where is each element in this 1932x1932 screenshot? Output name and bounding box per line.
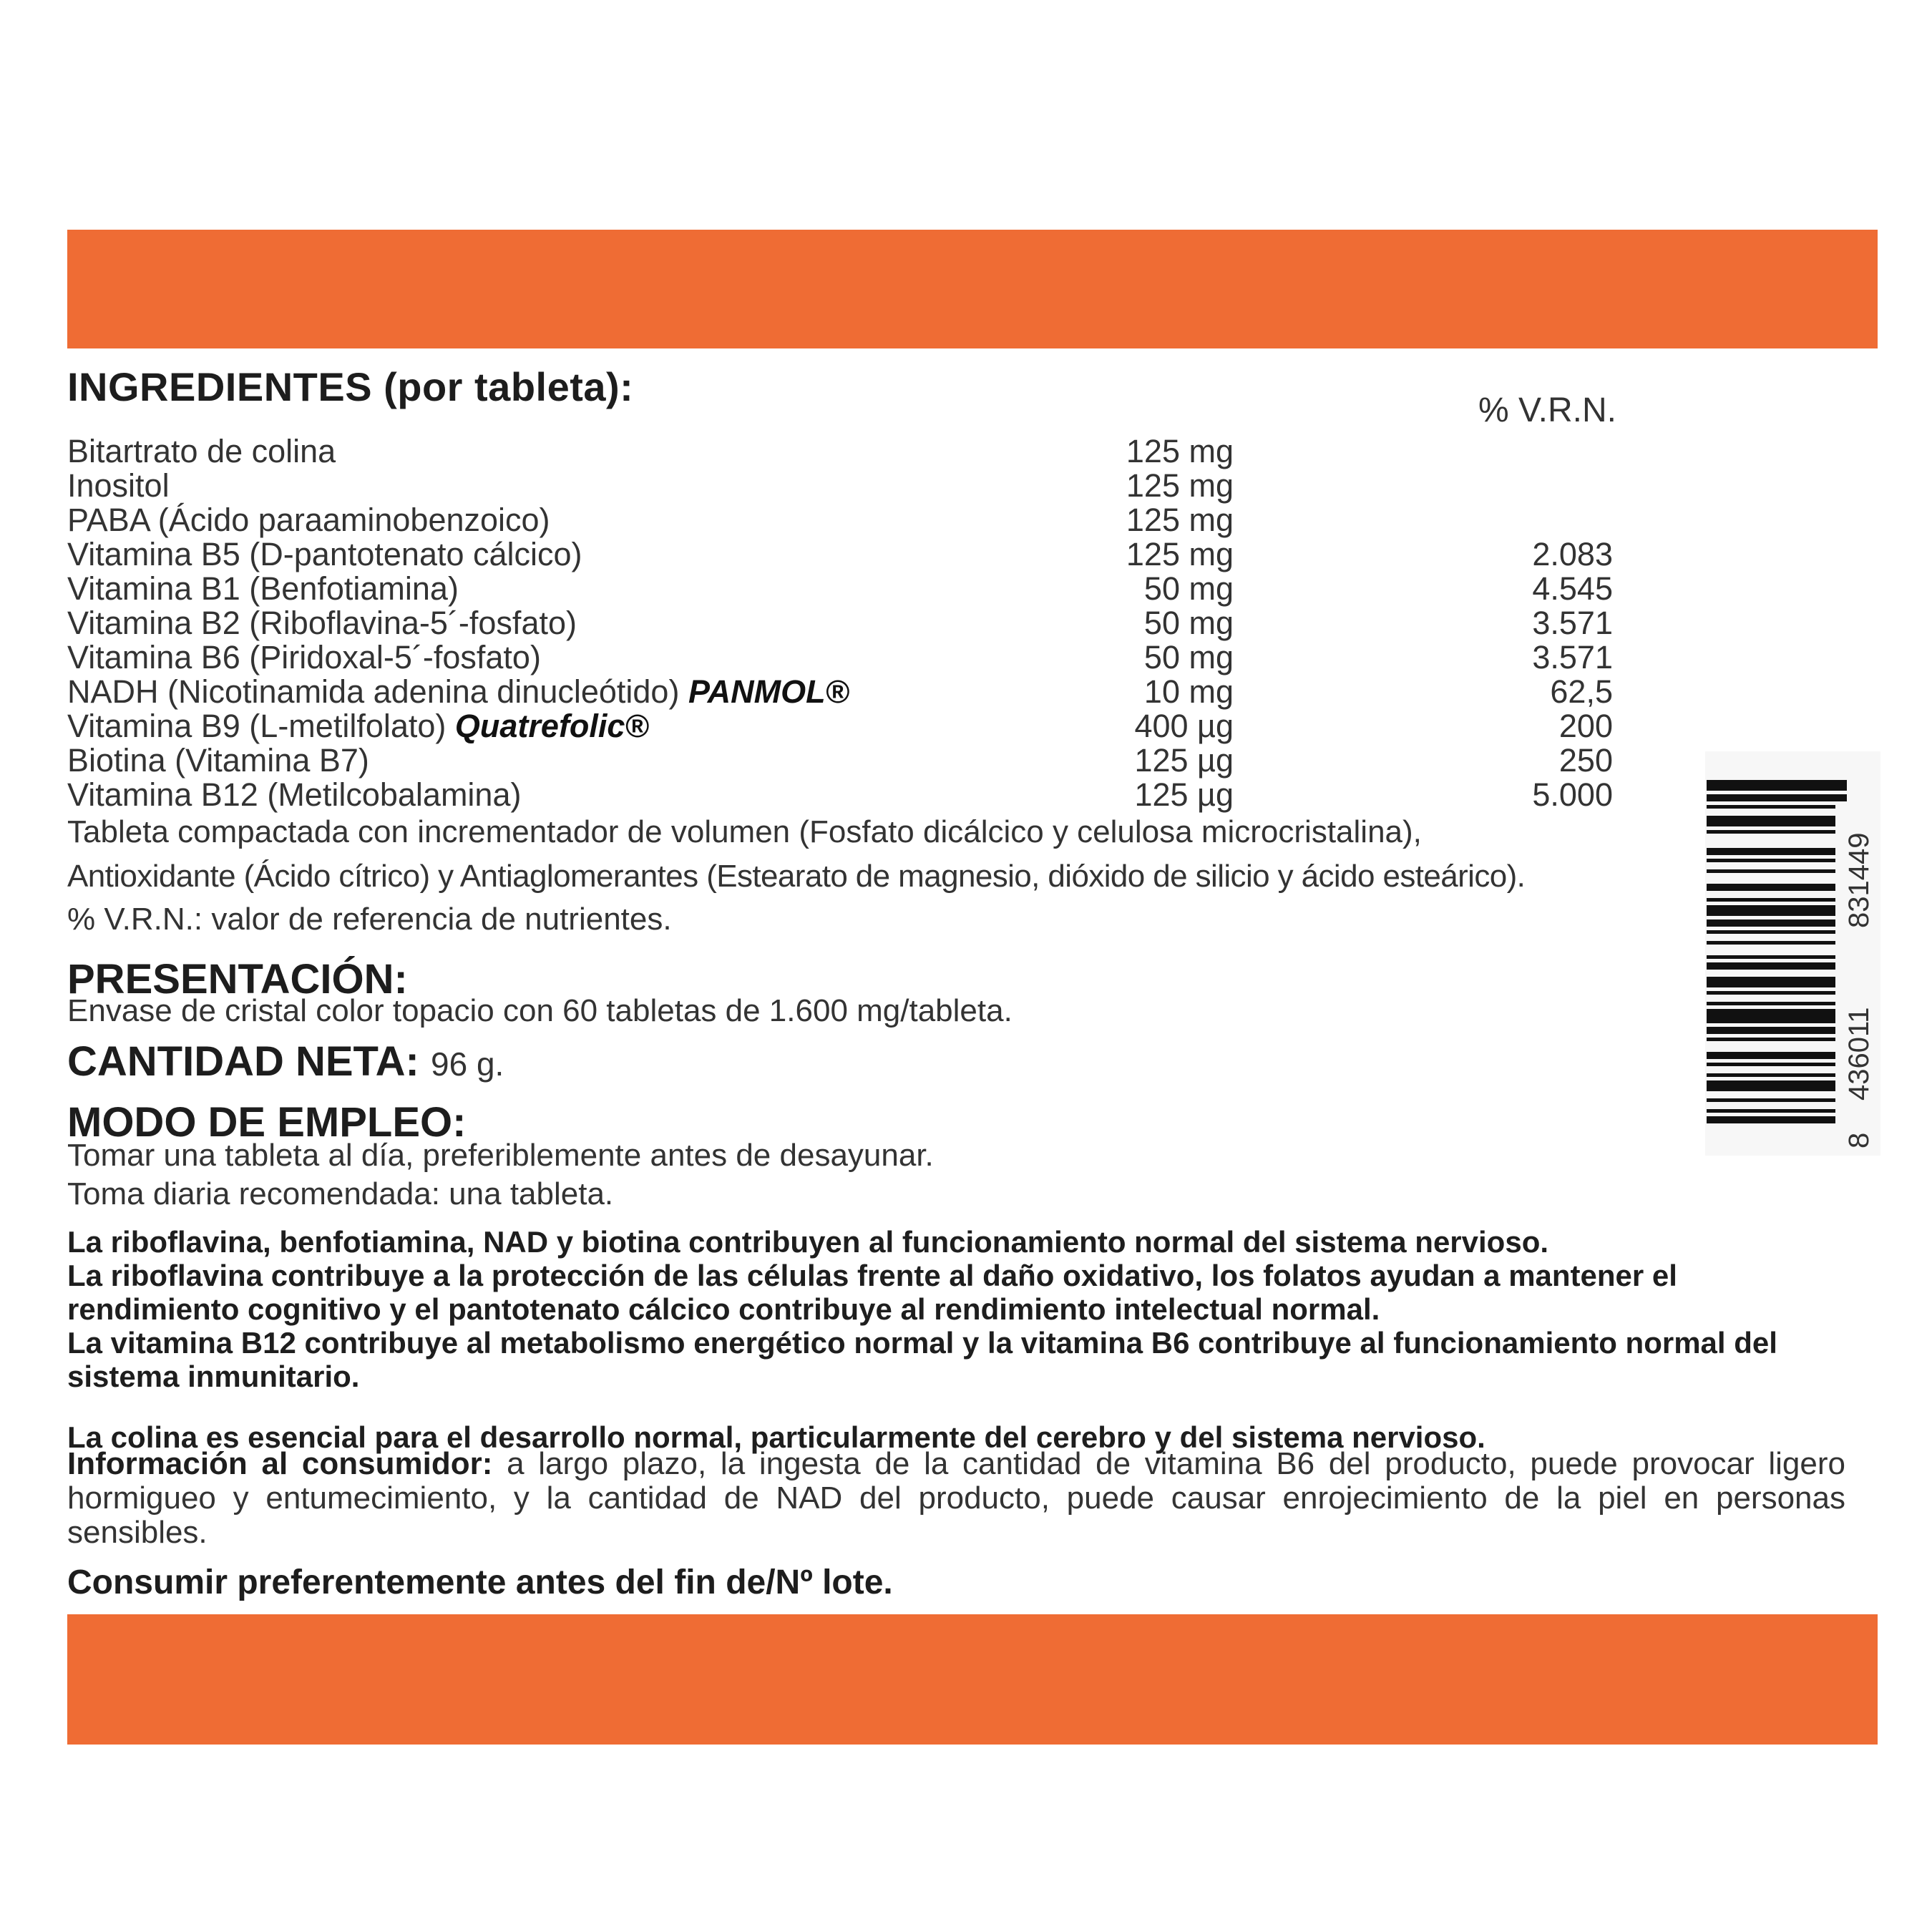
ingredient-vrn: 62,5 (1550, 673, 1613, 710)
ingredient-row (67, 709, 1613, 743)
barcode-bar (1707, 1027, 1835, 1034)
usage-line-1: Tomar una tableta al día, preferiblemente antes de desayunar. (67, 1138, 934, 1173)
ingredient-name: PABA (Ácido paraaminobenzoico) (67, 502, 550, 538)
barcode-bars (1707, 780, 1847, 1123)
barcode-bar (1707, 1116, 1835, 1123)
ingredient-row (67, 778, 1613, 812)
ingredient-row (67, 640, 1613, 675)
barcode-group-2: 831449 (1843, 832, 1875, 928)
tablet-composition-line-1: Tableta compactada con incrementador de volumen (Fosfato dicálcico y celulosa microcristalina), (67, 814, 1422, 849)
barcode-bar (1707, 816, 1835, 826)
ingredient-row (67, 503, 1613, 537)
ingredient-name: Vitamina B2 (Riboflavina-5´-fosfato) (67, 605, 577, 641)
ingredient-vrn: 250 (1558, 742, 1613, 779)
barcode-bar (1707, 1002, 1835, 1005)
ingredient-row (67, 434, 1613, 469)
usage-title: MODO DE EMPLEO: (67, 1099, 467, 1146)
barcode-digit-first: 8 (1843, 1132, 1875, 1148)
ingredient-amount: 125 µg (1134, 742, 1234, 779)
ingredient-vrn: 2.083 (1532, 536, 1613, 572)
vrn-note: % V.R.N.: valor de referencia de nutrientes. (67, 902, 672, 937)
choline-claim: La colina es esencial para el desarrollo normal, particularmente del cerebro y del sistema nervioso. (67, 1420, 1485, 1454)
barcode-bar (1707, 898, 1835, 902)
net-quantity-label: CANTIDAD NETA: (67, 1038, 419, 1085)
ingredients-title: INGREDIENTES (por tableta): (67, 364, 634, 409)
barcode-bar (1707, 941, 1835, 945)
barcode-bar (1707, 780, 1847, 791)
ingredient-name: Vitamina B12 (Metilcobalamina) (67, 776, 522, 813)
ingredient-vrn: 5.000 (1532, 776, 1613, 813)
ingredient-amount: 50 mg (1143, 605, 1234, 641)
barcode-graphic (1705, 751, 1880, 1156)
barcode-bar (1707, 962, 1835, 970)
ingredient-amount: 125 mg (1126, 467, 1234, 504)
ingredient-row (67, 572, 1613, 606)
ingredient-row (67, 743, 1613, 778)
barcode-group-1: 436011 (1843, 1007, 1875, 1101)
ingredient-row (67, 469, 1613, 503)
best-before-notice: Consumir preferentemente antes del fin de/Nº lote. (67, 1563, 893, 1601)
barcode-bar (1707, 805, 1835, 809)
presentation-title: PRESENTACIÓN: (67, 956, 408, 1002)
ingredient-vrn: 3.571 (1532, 639, 1613, 675)
barcode-bar (1707, 1109, 1835, 1113)
ingredient-amount: 50 mg (1143, 570, 1234, 607)
ingredient-name: Vitamina B6 (Piridoxal-5´-fosfato) (67, 639, 541, 675)
barcode-bar (1707, 869, 1835, 873)
barcode-bar (1707, 830, 1835, 834)
claim-nervous-system: La riboflavina, benfotiamina, NAD y biotina contribuyen al funcionamiento normal del sistema nervioso. (67, 1225, 1549, 1259)
barcode-bar (1707, 1038, 1835, 1041)
barcode-bar (1707, 794, 1847, 801)
barcode-bar (1707, 1098, 1835, 1102)
ingredient-amount: 125 mg (1126, 536, 1234, 572)
barcode-bar (1707, 1080, 1835, 1091)
barcode-bar (1707, 977, 1835, 987)
claim-energy-immune: La vitamina B12 contribuye al metabolismo energético normal y la vitamina B6 contribuye al funcionamiento normal del sistema inmunitario. (67, 1326, 1777, 1393)
barcode-bar (1707, 991, 1835, 995)
bottom-orange-band (67, 1614, 1878, 1745)
ingredient-vrn: 4.545 (1532, 570, 1613, 607)
presentation-text: Envase de cristal color topacio con 60 tabletas de 1.600 mg/tableta. (67, 993, 1013, 1028)
consumer-information (67, 1447, 1845, 1550)
ingredients-table (67, 434, 1613, 812)
ingredient-vrn: 3.571 (1532, 605, 1613, 641)
ingredient-vrn: 200 (1558, 708, 1613, 744)
consumer-info-label: Información al consumidor: (67, 1446, 493, 1481)
ingredient-row (67, 606, 1613, 640)
barcode-bar (1707, 930, 1835, 934)
ingredient-amount: 125 mg (1126, 502, 1234, 538)
barcode-bar (1707, 1063, 1835, 1066)
ingredient-amount: 50 mg (1143, 639, 1234, 675)
barcode-bar (1707, 848, 1835, 855)
ingredient-amount: 10 mg (1143, 673, 1234, 710)
ingredient-name: NADH (Nicotinamida adenina dinucleótido) PANMOL® (67, 673, 849, 710)
barcode (1705, 751, 1880, 1156)
barcode-bar (1707, 859, 1835, 862)
net-quantity (67, 1038, 504, 1085)
ingredient-amount: 125 mg (1126, 433, 1234, 469)
ingredient-name: Vitamina B5 (D-pantotenato cálcico) (67, 536, 582, 572)
usage-line-2: Toma diaria recomendada: una tableta. (67, 1176, 614, 1211)
claim-oxidative-cognitive: La riboflavina contribuye a la protección de las células frente al daño oxidativo, los folatos ayudan a mantener el rendimiento cognitivo y el pantotenato cálcico contribuye al rendimiento intelectual normal. (67, 1259, 1677, 1326)
net-quantity-value: 96 g. (431, 1045, 504, 1083)
health-claims (67, 1225, 1849, 1393)
ingredient-row (67, 675, 1613, 709)
barcode-bar (1707, 1073, 1835, 1077)
ingredient-name: Vitamina B9 (L-metilfolato) Quatrefolic® (67, 708, 649, 744)
barcode-bar (1707, 1052, 1835, 1059)
ingredient-name: Inositol (67, 467, 170, 504)
barcode-bar (1707, 1009, 1835, 1023)
ingredient-name: Vitamina B1 (Benfotiamina) (67, 570, 459, 607)
ingredient-brand: Quatrefolic® (454, 708, 649, 744)
consumer-info-text: a largo plazo, la ingesta de la cantidad de vitamina B6 del producto, puede provocar ligero hormigueo y entumecimiento, y la cantidad de NAD del producto, puede causar enrojecimiento de la piel en personas sensibles. (67, 1446, 1845, 1550)
ingredient-amount: 400 µg (1134, 708, 1234, 744)
barcode-bar (1707, 884, 1835, 891)
ingredient-name: Biotina (Vitamina B7) (67, 742, 369, 779)
vrn-column-header: % V.R.N. (1478, 391, 1616, 429)
barcode-bar (1707, 905, 1835, 916)
tablet-composition-line-2: Antioxidante (Ácido cítrico) y Antiaglomerantes (Estearato de magnesio, dióxido de silicio y ácido esteárico). (67, 859, 1526, 894)
ingredient-row (67, 537, 1613, 572)
ingredient-name: Bitartrato de colina (67, 433, 336, 469)
ingredient-amount: 125 µg (1134, 776, 1234, 813)
barcode-bar (1707, 919, 1835, 927)
barcode-bar (1707, 955, 1835, 959)
top-orange-band (67, 230, 1878, 348)
ingredient-brand: PANMOL® (688, 673, 849, 710)
